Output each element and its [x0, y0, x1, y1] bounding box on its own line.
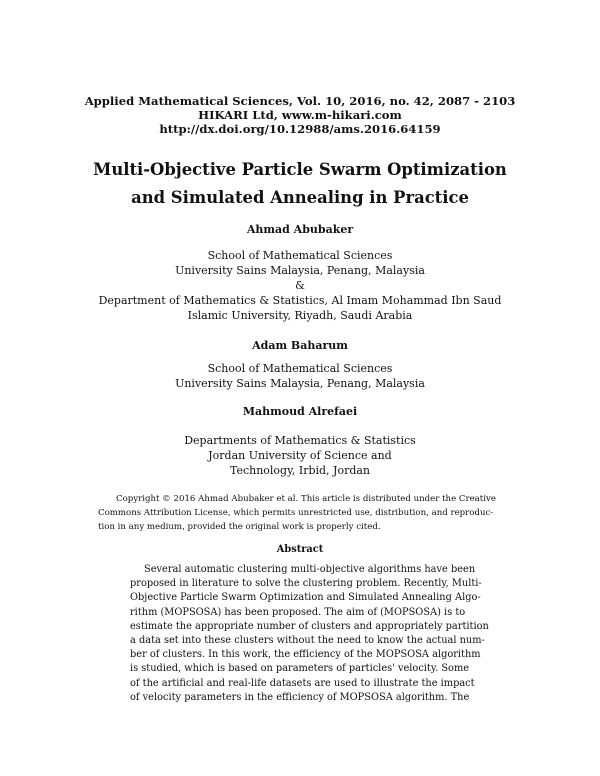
- affiliation-line: University Sains Malaysia, Penang, Malaysia: [175, 264, 425, 277]
- abstract-line: estimate the appropriate number of clusters and appropriately partition: [130, 620, 489, 632]
- copyright-notice: [98, 492, 502, 534]
- copyright-line: tion in any medium, provided the original work is properly cited.: [98, 522, 381, 532]
- affiliation-line: Department of Mathematics & Statistics, Al Imam Mohammad Ibn Saud: [98, 294, 502, 307]
- title-line-2: and Simulated Annealing in Practice: [131, 188, 469, 207]
- affiliation-line: Islamic University, Riyadh, Saudi Arabia: [187, 309, 413, 322]
- journal-header: [0, 94, 600, 136]
- abstract-line: of the artificial and real-life datasets are used to illustrate the impact: [130, 677, 475, 689]
- title-line-1: Multi-Objective Particle Swarm Optimization: [93, 160, 507, 179]
- journal-citation: Applied Mathematical Sciences, Vol. 10, 2016, no. 42, 2087 - 2103: [84, 94, 516, 108]
- author-name-3: Mahmoud Alrefaei: [242, 405, 358, 418]
- affiliation-line: Departments of Mathematics & Statistics: [184, 434, 416, 447]
- affiliation-line: Technology, Irbid, Jordan: [229, 464, 371, 477]
- author-name-2: Adam Baharum: [252, 339, 348, 352]
- author-affiliation-1: [0, 248, 600, 323]
- abstract-body: [130, 563, 489, 705]
- publisher-line: HIKARI Ltd, www.m-hikari.com: [198, 108, 402, 122]
- paper-title: [0, 156, 600, 212]
- abstract-line: of velocity parameters in the efficiency of MOPSOSA algorithm. The: [130, 691, 470, 703]
- abstract-heading: Abstract: [276, 544, 324, 555]
- affiliation-line: &: [295, 279, 305, 292]
- abstract-line: ber of clusters. In this work, the efficiency of the MOPSOSA algorithm: [130, 649, 481, 661]
- author-affiliation-2: [0, 361, 600, 391]
- affiliation-line: School of Mathematical Sciences: [207, 249, 393, 262]
- abstract-line: is studied, which is based on parameters of particles' velocity. Some: [130, 663, 470, 675]
- abstract-line: Several automatic clustering multi-objective algorithms have been: [144, 564, 476, 575]
- abstract-line: proposed in literature to solve the clustering problem. Recently, Multi-: [130, 578, 482, 590]
- author-name-1: Ahmad Abubaker: [246, 223, 354, 236]
- doi-link[interactable]: http://dx.doi.org/10.12988/ams.2016.64159: [159, 122, 441, 136]
- copyright-line: Commons Attribution License, which permits unrestricted use, distribution, and reproduc-: [98, 508, 494, 518]
- affiliation-line: Jordan University of Science and: [208, 449, 392, 462]
- abstract-line: Objective Particle Swarm Optimization and Simulated Annealing Algo-: [130, 592, 481, 604]
- abstract-line: a data set into these clusters without the need to know the actual num-: [130, 635, 485, 647]
- copyright-line: Copyright © 2016 Ahmad Abubaker et al. This article is distributed under the Creative: [116, 494, 496, 504]
- author-affiliation-3: [0, 433, 600, 478]
- affiliation-line: School of Mathematical Sciences: [207, 362, 393, 375]
- affiliation-line: University Sains Malaysia, Penang, Malaysia: [175, 377, 425, 390]
- abstract-line: rithm (MOPSOSA) has been proposed. The aim of (MOPSOSA) is to: [130, 606, 466, 618]
